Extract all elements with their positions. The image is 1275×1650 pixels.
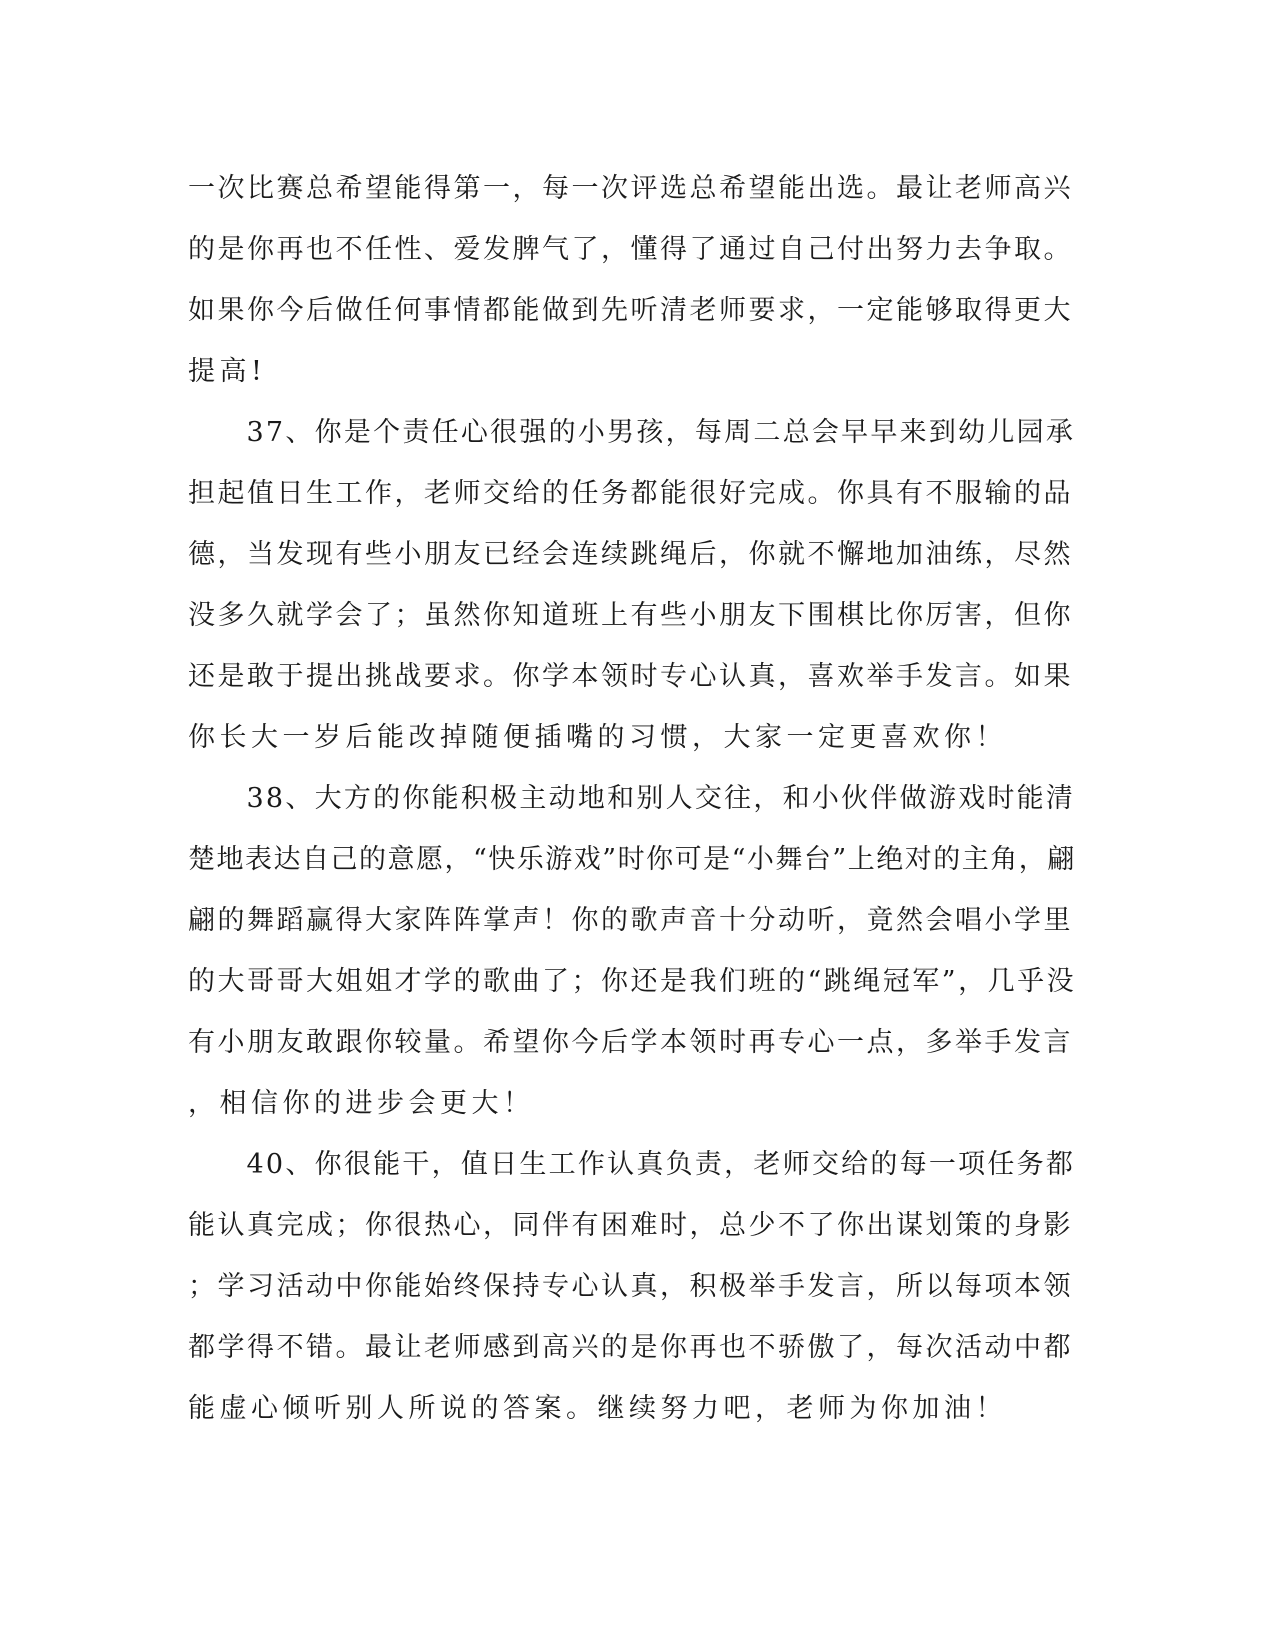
text-line: 你长大一岁后能改掉随便插嘴的习惯，大家一定更喜欢你！ [188,722,1007,753]
document-body [188,158,1078,1439]
text-line: 有小朋友敢跟你较量。希望你今后学本领时再专心一点，多举手发言 [188,1027,1073,1058]
text-line: 楚地表达自己的意愿，“快乐游戏”时你可是“小舞台”上绝对的主角，翩 [188,844,1076,875]
text-line: 能认真完成；你很热心，同伴有困难时，总少不了你出谋划策的身影 [188,1210,1073,1241]
text-line: 德，当发现有些小朋友已经会连续跳绳后，你就不懈地加油练，尽然 [188,539,1073,570]
text-line: 担起值日生工作，老师交给的任务都能很好完成。你具有不服输的品 [188,478,1073,509]
text-line: ，相信你的进步会更大！ [188,1088,535,1119]
text-line: 如果你今后做任何事情都能做到先听清老师要求，一定能够取得更大 [188,295,1073,326]
text-line: 38、大方的你能积极主动地和别人交往，和小伙伴做游戏时能清 [188,783,1076,814]
text-line: 37、你是个责任心很强的小男孩，每周二总会早早来到幼儿园承 [188,417,1076,448]
text-line: 的是你再也不任性、爱发脾气了，懂得了通过自己付出努力去争取。 [188,234,1073,265]
text-line: ；学习活动中你能始终保持专心认真，积极举手发言，所以每项本领 [188,1271,1073,1302]
text-line: 都学得不错。最让老师感到高兴的是你再也不骄傲了，每次活动中都 [188,1332,1073,1363]
text-line: 还是敢于提出挑战要求。你学本领时专心认真，喜欢举手发言。如果 [188,661,1073,692]
text-line: 翩的舞蹈赢得大家阵阵掌声！你的歌声音十分动听，竟然会唱小学里 [188,905,1073,936]
text-line: 的大哥哥大姐姐才学的歌曲了；你还是我们班的“跳绳冠军”，几乎没 [188,966,1077,997]
text-line: 没多久就学会了；虽然你知道班上有些小朋友下围棋比你厉害，但你 [188,600,1073,631]
text-line: 提高! [188,356,267,387]
text-line: 一次比赛总希望能得第一，每一次评选总希望能出选。最让老师高兴 [188,173,1073,204]
text-line: 能虚心倾听别人所说的答案。继续努力吧，老师为你加油！ [188,1393,1007,1424]
text-line: 40、你很能干，值日生工作认真负责，老师交给的每一项任务都 [188,1149,1076,1180]
